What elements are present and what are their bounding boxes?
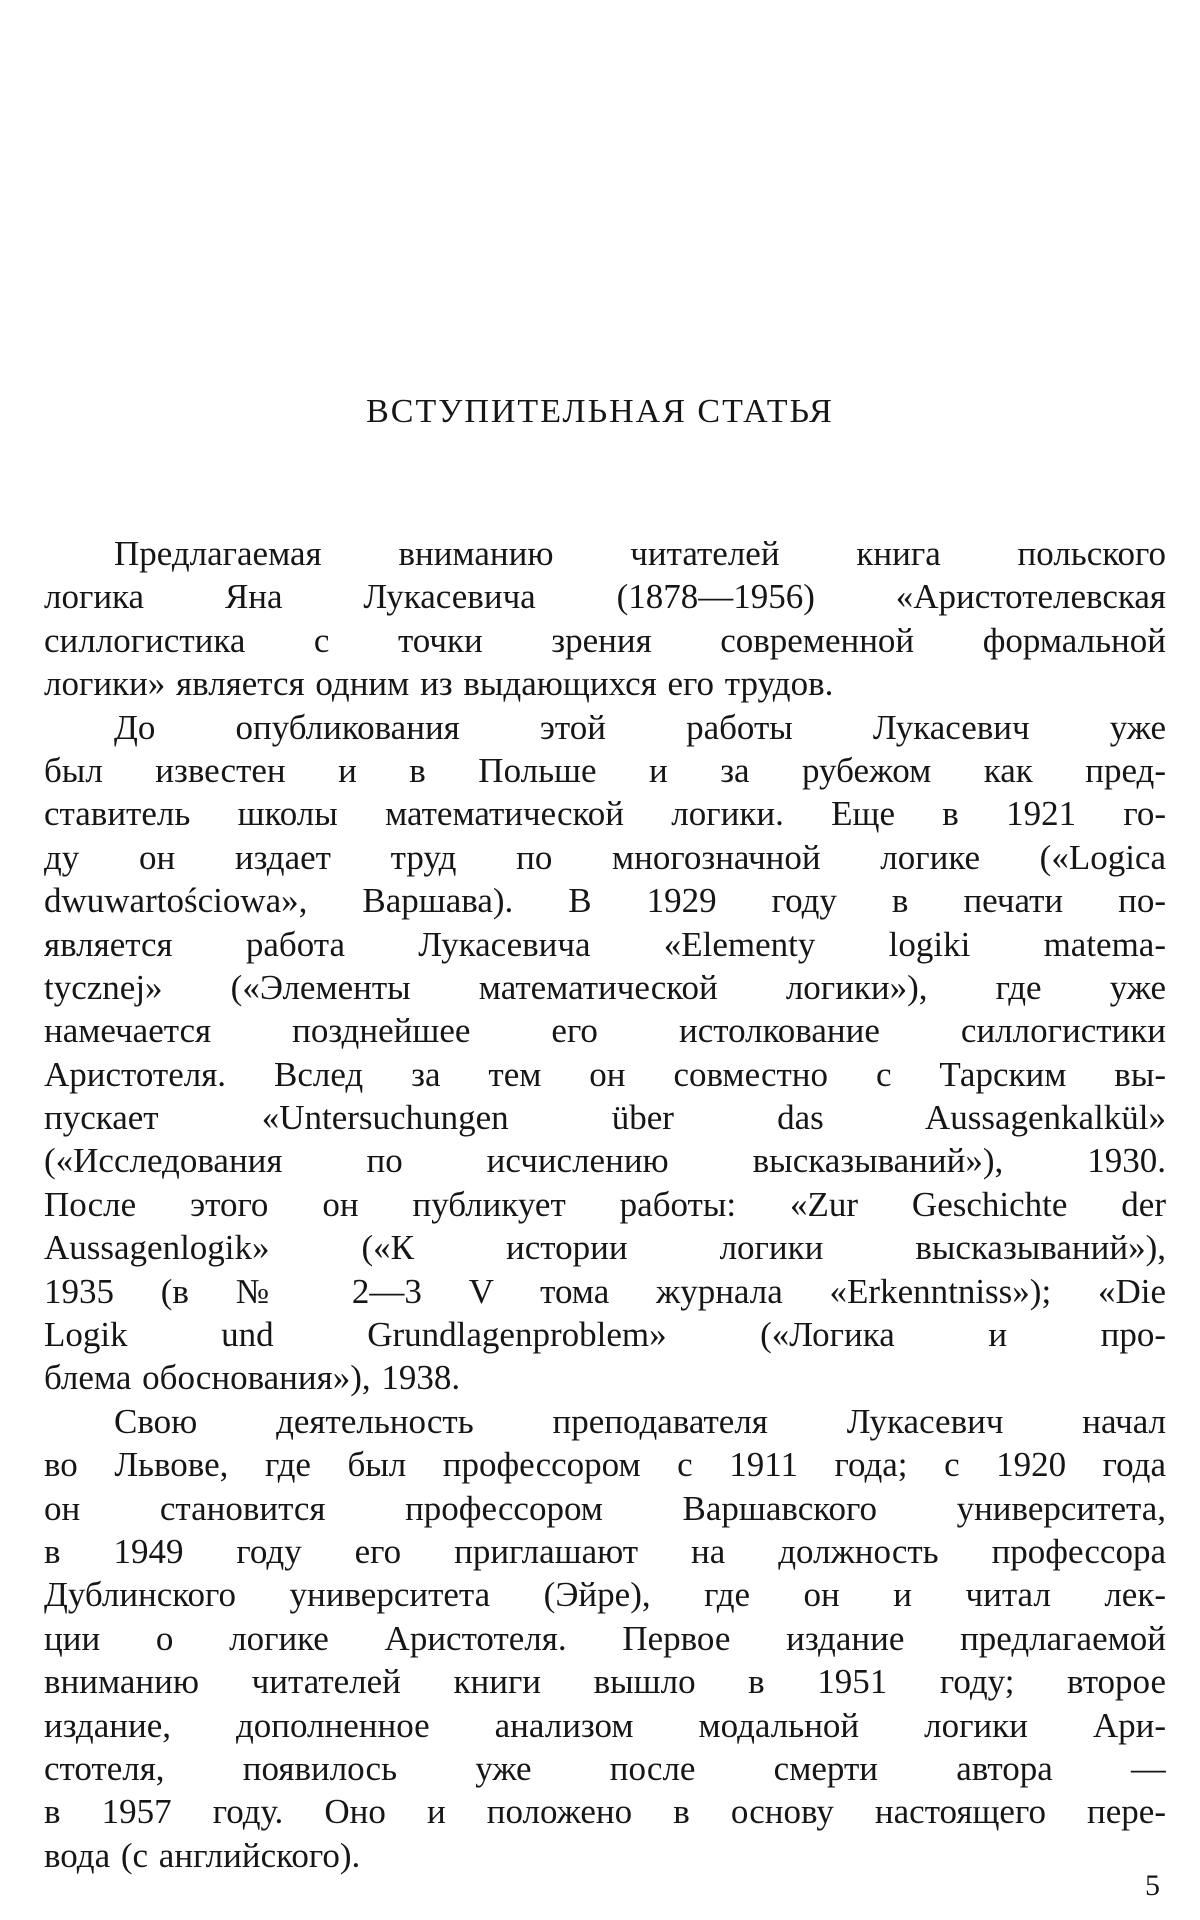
text-line: он становится профессором Варшавского университета, <box>44 1488 1166 1528</box>
chapter-heading: ВСТУПИТЕЛЬНАЯ СТАТЬЯ <box>366 393 834 430</box>
text-line: 1935 (в № 2—3 V тома журнала «Erkenntniss»); «Die <box>44 1271 1166 1311</box>
text-line: После этого он публикует работы: «Zur Geschichte der <box>44 1184 1166 1224</box>
text-line: во Львове, где был профессором с 1911 года; с 1920 года <box>44 1445 1166 1485</box>
text-line: является работа Лукасевича «Elementy logiki matema- <box>44 924 1166 964</box>
text-line: вниманию читателей книги вышло в 1951 году; второе <box>44 1662 1166 1702</box>
text-line: Дублинского университета (Эйре), где он и читал лек- <box>44 1575 1166 1615</box>
paragraph-2 <box>44 706 1166 1400</box>
body-text <box>44 532 1166 1877</box>
text-line: логика Яна Лукасевича (1878—1956) «Аристотелевская <box>44 577 1166 617</box>
text-line: ду он издает труд по многозначной логике («Logica <box>44 837 1166 877</box>
text-line: Аристотеля. Вслед за тем он совместно с Тарским вы- <box>44 1054 1166 1094</box>
text-line: dwuwartościowa», Варшава). В 1929 году в печати по- <box>44 881 1166 921</box>
text-line: пускает «Untersuchungen über das Aussagenkalkül» <box>44 1098 1166 1138</box>
page-number: 5 <box>1145 1869 1160 1902</box>
text-line: в 1957 году. Оно и положено в основу настоящего пере- <box>44 1792 1166 1832</box>
text-line: логики» является одним из выдающихся его трудов. <box>44 664 834 704</box>
text-line: До опубликования этой работы Лукасевич уже <box>114 707 1166 747</box>
text-line: блема обоснования»), 1938. <box>44 1358 461 1398</box>
text-line: вода (с английского). <box>44 1835 361 1875</box>
text-line: был известен и в Польше и за рубежом как пред- <box>44 750 1166 790</box>
text-line: стотеля, появилось уже после смерти автора — <box>44 1748 1166 1788</box>
paragraph-3 <box>44 1400 1166 1877</box>
text-line: силлогистика с точки зрения современной формальной <box>44 620 1166 660</box>
text-line: ставитель школы математической логики. Еще в 1921 го- <box>44 794 1166 834</box>
text-line: («Исследования по исчислению высказываний»), 1930. <box>44 1141 1166 1181</box>
text-line: издание, дополненное анализом модальной логики Ари- <box>44 1705 1166 1745</box>
paragraph-1 <box>44 532 1166 706</box>
text-line: tycznej» («Элементы математической логики»), где уже <box>44 967 1166 1007</box>
text-line: в 1949 году его приглашают на должность профессора <box>44 1531 1166 1571</box>
text-line: Свою деятельность преподавателя Лукасевич начал <box>114 1401 1166 1441</box>
text-line: Logik und Grundlagenproblem» («Логика и про- <box>44 1315 1166 1355</box>
text-line: намечается позднейшее его истолкование силлогистики <box>44 1011 1166 1051</box>
text-line: Aussagenlogik» («К истории логики высказываний»), <box>44 1228 1166 1268</box>
text-line: ции о логике Аристотеля. Первое издание предлагаемой <box>44 1618 1166 1658</box>
text-line: Предлагаемая вниманию читателей книга польского <box>114 534 1166 573</box>
